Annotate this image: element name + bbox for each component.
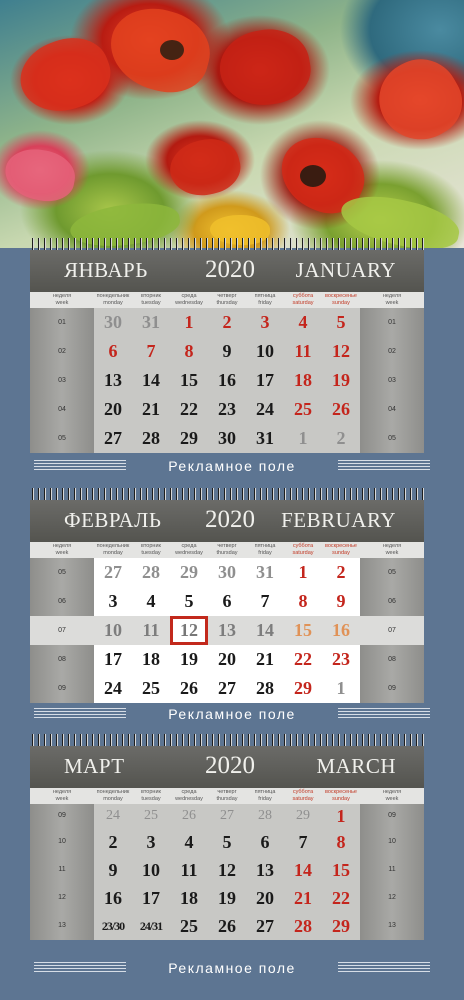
week-number: 11 bbox=[30, 856, 94, 884]
week-number: 09 bbox=[360, 674, 424, 703]
day-cell: 27 bbox=[94, 558, 132, 587]
day-cell: 17 bbox=[246, 366, 284, 395]
month-name-ru: ФЕВРАЛЬ bbox=[64, 508, 162, 532]
day-cell: 11 bbox=[284, 337, 322, 366]
month-name-ru: МАРТ bbox=[64, 754, 125, 778]
day-cell: 28 bbox=[246, 674, 284, 703]
day-cell: 23 bbox=[322, 645, 360, 674]
week-row bbox=[30, 856, 424, 884]
year: 2020 bbox=[205, 256, 255, 283]
day-cell: 22 bbox=[284, 645, 322, 674]
week-row bbox=[30, 337, 424, 366]
day-cell: 19 bbox=[170, 645, 208, 674]
month-name-en: MARCH bbox=[316, 754, 396, 778]
day-cell: 22 bbox=[322, 884, 360, 912]
day-cell: 12 bbox=[322, 337, 360, 366]
current-week-row bbox=[30, 616, 424, 645]
day-cell: 24 bbox=[246, 395, 284, 424]
week-row bbox=[30, 912, 424, 940]
day-cell: 6 bbox=[246, 828, 284, 856]
week-number: 09 bbox=[360, 804, 424, 828]
day-cell: 10 bbox=[94, 616, 132, 645]
day-cell: 27 bbox=[208, 674, 246, 703]
day-cell: 29 bbox=[170, 558, 208, 587]
day-cell: 23 bbox=[208, 395, 246, 424]
week-number: 03 bbox=[30, 366, 94, 395]
week-number: 07 bbox=[360, 616, 424, 645]
day-cell: 17 bbox=[94, 645, 132, 674]
day-cell: 25 bbox=[284, 395, 322, 424]
day-cell: 3 bbox=[246, 308, 284, 337]
week-row bbox=[30, 884, 424, 912]
week-row bbox=[30, 395, 424, 424]
day-cell: 27 bbox=[246, 912, 284, 940]
day-cell: 23/30 bbox=[94, 912, 132, 940]
day-cell: 27 bbox=[94, 424, 132, 453]
advert-label: Рекламное поле bbox=[168, 960, 296, 976]
day-cell: 11 bbox=[170, 856, 208, 884]
day-cell: 13 bbox=[94, 366, 132, 395]
week-row bbox=[30, 804, 424, 828]
day-cell: 26 bbox=[208, 912, 246, 940]
day-cell: 4 bbox=[284, 308, 322, 337]
week-row bbox=[30, 645, 424, 674]
day-cell: 5 bbox=[170, 587, 208, 616]
week-number: 09 bbox=[30, 674, 94, 703]
day-cell: 25 bbox=[170, 912, 208, 940]
month-header bbox=[30, 746, 424, 788]
day-cell: 7 bbox=[246, 587, 284, 616]
day-cell: 29 bbox=[322, 912, 360, 940]
month-name-en: FEBRUARY bbox=[281, 508, 396, 532]
month-name-ru: ЯНВАРЬ bbox=[64, 258, 148, 282]
day-cell: 1 bbox=[170, 308, 208, 337]
month-header bbox=[30, 250, 424, 292]
day-cell: 11 bbox=[132, 616, 170, 645]
week-number: 08 bbox=[30, 645, 94, 674]
week-row bbox=[30, 308, 424, 337]
day-cell: 14 bbox=[284, 856, 322, 884]
day-cell: 30 bbox=[208, 558, 246, 587]
week-row bbox=[30, 587, 424, 616]
week-number: 01 bbox=[360, 308, 424, 337]
week-number: 02 bbox=[30, 337, 94, 366]
day-cell: 30 bbox=[208, 424, 246, 453]
day-cell: 8 bbox=[284, 587, 322, 616]
week-number: 04 bbox=[360, 395, 424, 424]
advert-field bbox=[0, 456, 464, 476]
day-cell: 15 bbox=[284, 616, 322, 645]
day-cell: 3 bbox=[94, 587, 132, 616]
day-cell: 1 bbox=[322, 804, 360, 828]
day-cell: 14 bbox=[132, 366, 170, 395]
week-number: 05 bbox=[360, 424, 424, 453]
weekday-names: неделя week понедельник monday вторник tuesday среда wednesday четверг thursday пятница friday суббота saturday воскресенье sunday неделя week bbox=[30, 292, 424, 308]
day-cell: 10 bbox=[132, 856, 170, 884]
day-cell: 9 bbox=[208, 337, 246, 366]
week-number: 03 bbox=[360, 366, 424, 395]
month-grid bbox=[30, 788, 424, 940]
day-cell: 25 bbox=[132, 674, 170, 703]
day-cell: 28 bbox=[284, 912, 322, 940]
day-cell: 21 bbox=[246, 645, 284, 674]
week-number: 05 bbox=[360, 558, 424, 587]
week-number: 09 bbox=[30, 804, 94, 828]
day-cell: 19 bbox=[208, 884, 246, 912]
day-cell: 10 bbox=[246, 337, 284, 366]
day-cell: 20 bbox=[94, 395, 132, 424]
day-cell: 26 bbox=[170, 804, 208, 828]
day-cell: 17 bbox=[132, 884, 170, 912]
day-cell: 21 bbox=[284, 884, 322, 912]
day-cell: 31 bbox=[132, 308, 170, 337]
week-row bbox=[30, 424, 424, 453]
month-grid bbox=[30, 292, 424, 453]
month-grid bbox=[30, 542, 424, 703]
day-cell: 18 bbox=[170, 884, 208, 912]
day-cell: 1 bbox=[322, 674, 360, 703]
day-cell: 16 bbox=[94, 884, 132, 912]
day-cell: 24 bbox=[94, 804, 132, 828]
day-cell: 24/31 bbox=[132, 912, 170, 940]
day-cell: 16 bbox=[208, 366, 246, 395]
week-row bbox=[30, 366, 424, 395]
day-cell: 15 bbox=[322, 856, 360, 884]
day-cell: 8 bbox=[322, 828, 360, 856]
week-number: 13 bbox=[360, 912, 424, 940]
day-cell: 3 bbox=[132, 828, 170, 856]
flower-painting bbox=[0, 0, 464, 248]
day-cell: 8 bbox=[170, 337, 208, 366]
week-number: 06 bbox=[30, 587, 94, 616]
day-cell: 28 bbox=[132, 558, 170, 587]
day-cell: 28 bbox=[246, 804, 284, 828]
day-cell: 18 bbox=[132, 645, 170, 674]
day-cell: 20 bbox=[208, 645, 246, 674]
day-cell: 2 bbox=[322, 558, 360, 587]
day-cell: 24 bbox=[94, 674, 132, 703]
day-cell: 30 bbox=[94, 308, 132, 337]
day-cell: 2 bbox=[322, 424, 360, 453]
day-cell: 1 bbox=[284, 558, 322, 587]
week-number: 10 bbox=[30, 828, 94, 856]
week-number: 12 bbox=[360, 884, 424, 912]
week-number: 08 bbox=[360, 645, 424, 674]
day-cell: 4 bbox=[132, 587, 170, 616]
day-cell: 6 bbox=[94, 337, 132, 366]
day-cell: 20 bbox=[246, 884, 284, 912]
month-name-en: JANUARY bbox=[295, 258, 396, 282]
week-number: 06 bbox=[360, 587, 424, 616]
day-cell: 12 bbox=[208, 856, 246, 884]
day-cell: 22 bbox=[170, 395, 208, 424]
day-cell: 19 bbox=[322, 366, 360, 395]
day-cell: 21 bbox=[132, 395, 170, 424]
day-cell: 13 bbox=[208, 616, 246, 645]
advert-label: Рекламное поле bbox=[168, 706, 296, 722]
year: 2020 bbox=[205, 752, 255, 779]
day-cell: 18 bbox=[284, 366, 322, 395]
week-row bbox=[30, 828, 424, 856]
day-cell: 26 bbox=[322, 395, 360, 424]
day-cell: 14 bbox=[246, 616, 284, 645]
day-cell: 29 bbox=[170, 424, 208, 453]
day-cell: 26 bbox=[170, 674, 208, 703]
day-cell: 31 bbox=[246, 558, 284, 587]
day-cell: 5 bbox=[322, 308, 360, 337]
week-number: 13 bbox=[30, 912, 94, 940]
day-cell: 2 bbox=[208, 308, 246, 337]
day-cell: 2 bbox=[94, 828, 132, 856]
weekday-names: неделя week понедельник monday вторник tuesday среда wednesday четверг thursday пятница friday суббота saturday воскресенье sunday неделя week bbox=[30, 788, 424, 804]
day-cell: 9 bbox=[322, 587, 360, 616]
day-cell: 28 bbox=[132, 424, 170, 453]
day-cell: 5 bbox=[208, 828, 246, 856]
advert-field bbox=[0, 704, 464, 724]
weekday-names: неделя week понедельник monday вторник tuesday среда wednesday четверг thursday пятница friday суббота saturday воскресенье sunday неделя week bbox=[30, 542, 424, 558]
day-cell: 16 bbox=[322, 616, 360, 645]
month-header bbox=[30, 500, 424, 542]
day-cell: 4 bbox=[170, 828, 208, 856]
week-number: 11 bbox=[360, 856, 424, 884]
day-cell: 6 bbox=[208, 587, 246, 616]
day-cell: 29 bbox=[284, 804, 322, 828]
week-number: 01 bbox=[30, 308, 94, 337]
week-number: 12 bbox=[30, 884, 94, 912]
week-row bbox=[30, 674, 424, 703]
week-number: 05 bbox=[30, 558, 94, 587]
day-cell: 25 bbox=[132, 804, 170, 828]
date-marker[interactable]: 12 bbox=[170, 616, 208, 645]
day-cell: 31 bbox=[246, 424, 284, 453]
week-number: 07 bbox=[30, 616, 94, 645]
day-cell: 7 bbox=[132, 337, 170, 366]
week-number: 04 bbox=[30, 395, 94, 424]
week-number: 10 bbox=[360, 828, 424, 856]
day-cell: 15 bbox=[170, 366, 208, 395]
day-cell: 29 bbox=[284, 674, 322, 703]
day-cell: 27 bbox=[208, 804, 246, 828]
day-cell: 1 bbox=[284, 424, 322, 453]
day-cell: 13 bbox=[246, 856, 284, 884]
day-cell: 9 bbox=[94, 856, 132, 884]
advert-field bbox=[0, 958, 464, 978]
day-cell: 7 bbox=[284, 828, 322, 856]
week-row bbox=[30, 558, 424, 587]
advert-label: Рекламное поле bbox=[168, 458, 296, 474]
week-number: 02 bbox=[360, 337, 424, 366]
week-number: 05 bbox=[30, 424, 94, 453]
year: 2020 bbox=[205, 506, 255, 533]
